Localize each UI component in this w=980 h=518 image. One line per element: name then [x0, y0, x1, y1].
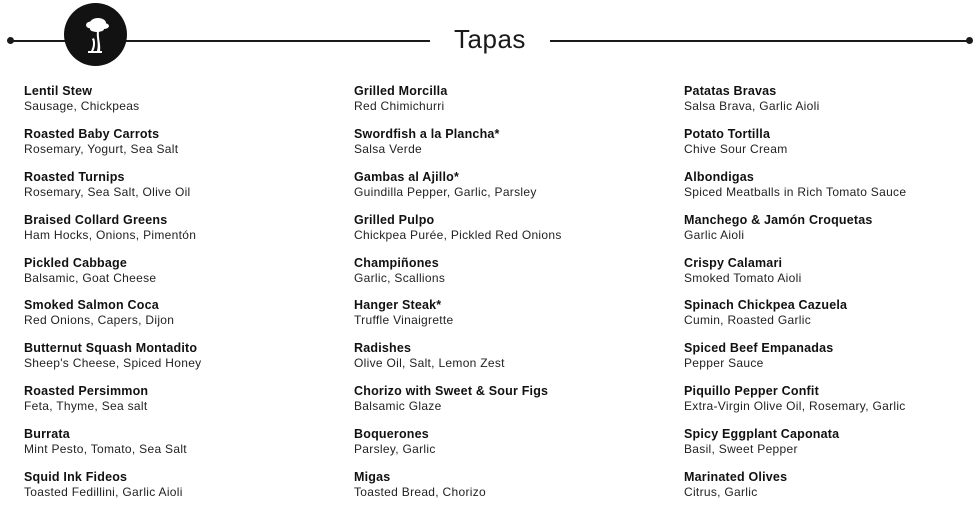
menu-header: [0, 0, 980, 80]
item-name: Patatas Bravas: [684, 84, 777, 98]
item-description: Truffle Vinaigrette: [354, 313, 454, 328]
menu-item: [24, 341, 324, 384]
item-description: Pepper Sauce: [684, 356, 764, 371]
item-name: Roasted Baby Carrots: [24, 126, 160, 141]
item-name: Roasted Persimmon: [24, 384, 149, 399]
menu-item: [684, 298, 980, 341]
menu-item: [354, 256, 654, 299]
item-name: Migas: [354, 470, 391, 485]
item-name: Spinach Chickpea Cazuela: [684, 298, 848, 313]
item-name: Boquerones: [354, 427, 429, 442]
item-description: Salsa Brava, Garlic Aioli: [684, 99, 820, 113]
menu-item: [354, 384, 654, 427]
tree-logo-icon: [64, 3, 127, 66]
menu-item: [684, 341, 980, 384]
menu-item: [684, 384, 980, 427]
menu-column-3: [684, 84, 980, 513]
header-rule-right: [550, 40, 970, 42]
item-name: Crispy Calamari: [684, 255, 783, 270]
item-description: Feta, Thyme, Sea salt: [24, 399, 148, 414]
menu-item: [354, 470, 654, 513]
item-name: Piquillo Pepper Confit: [684, 384, 819, 399]
item-description: Balsamic Glaze: [354, 399, 442, 414]
item-name: Hanger Steak*: [354, 298, 442, 313]
menu-item: [24, 84, 324, 127]
item-description: Smoked Tomato Aioli: [684, 270, 802, 285]
menu-item: [354, 341, 654, 384]
menu-item: [684, 427, 980, 470]
item-description: Rosemary, Sea Salt, Olive Oil: [24, 184, 191, 199]
item-description: Garlic, Scallions: [354, 270, 446, 285]
item-name: Butternut Squash Montadito: [24, 341, 198, 356]
menu-column-1: [24, 84, 324, 513]
item-name: Grilled Pulpo: [354, 212, 435, 227]
menu-item: [24, 170, 324, 213]
item-description: Chive Sour Cream: [684, 141, 788, 156]
item-description: Toasted Fedillini, Garlic Aioli: [24, 485, 183, 500]
menu-item: [354, 298, 654, 341]
item-description: Mint Pesto, Tomato, Sea Salt: [24, 442, 187, 457]
menu-item: [354, 170, 654, 213]
menu-item: [24, 298, 324, 341]
item-description: Toasted Bread, Chorizo: [354, 485, 487, 500]
menu-item: [354, 127, 654, 170]
item-description: Rosemary, Yogurt, Sea Salt: [24, 141, 179, 156]
menu-item: [24, 256, 324, 299]
item-name: Albondigas: [684, 169, 755, 184]
item-name: Marinated Olives: [684, 470, 788, 485]
item-description: Sausage, Chickpeas: [24, 99, 140, 113]
menu-item: [24, 127, 324, 170]
menu-item: [684, 84, 980, 127]
menu-item: [684, 256, 980, 299]
item-name: Braised Collard Greens: [24, 212, 168, 227]
rule-end-dot: [966, 37, 973, 44]
item-description: Ham Hocks, Onions, Pimentón: [24, 227, 197, 242]
item-name: Pickled Cabbage: [24, 255, 128, 270]
item-description: Balsamic, Goat Cheese: [24, 270, 157, 285]
item-name: Chorizo with Sweet & Sour Figs: [354, 384, 549, 399]
item-description: Extra-Virgin Olive Oil, Rosemary, Garlic: [684, 399, 906, 414]
menu-item: [24, 384, 324, 427]
item-description: Salsa Verde: [354, 141, 423, 156]
item-description: Garlic Aioli: [684, 227, 745, 242]
menu-item: [354, 427, 654, 470]
item-description: Cumin, Roasted Garlic: [684, 313, 812, 328]
item-description: Basil, Sweet Pepper: [684, 442, 798, 457]
item-name: Squid Ink Fideos: [24, 470, 128, 485]
menu-item: [354, 84, 654, 127]
item-name: Spiced Beef Empanadas: [684, 341, 834, 356]
item-description: Sheep's Cheese, Spiced Honey: [24, 356, 202, 371]
menu-item: [24, 470, 324, 513]
item-description: Chickpea Purée, Pickled Red Onions: [354, 227, 562, 242]
menu-item: [684, 127, 980, 170]
menu-item: [684, 170, 980, 213]
item-description: Guindilla Pepper, Garlic, Parsley: [354, 184, 537, 199]
item-description: Parsley, Garlic: [354, 442, 436, 457]
menu-item: [24, 213, 324, 256]
item-name: Gambas al Ajillo*: [354, 169, 460, 184]
item-description: Citrus, Garlic: [684, 485, 758, 500]
menu-item: [684, 213, 980, 256]
item-description: Olive Oil, Salt, Lemon Zest: [354, 356, 505, 371]
item-name: Burrata: [24, 427, 70, 442]
item-name: Smoked Salmon Coca: [24, 298, 159, 313]
item-description: Red Chimichurri: [354, 99, 445, 113]
item-name: Champiñones: [354, 255, 439, 270]
item-name: Grilled Morcilla: [354, 84, 448, 98]
page-title: Tapas: [454, 24, 526, 54]
item-name: Radishes: [354, 341, 412, 356]
item-name: Roasted Turnips: [24, 169, 125, 184]
item-name: Swordfish a la Plancha*: [354, 126, 500, 141]
item-name: Potato Tortilla: [684, 126, 771, 141]
item-description: Spiced Meatballs in Rich Tomato Sauce: [684, 184, 907, 199]
item-name: Lentil Stew: [24, 84, 93, 98]
item-name: Manchego & Jamón Croquetas: [684, 212, 873, 227]
menu-item: [684, 470, 980, 513]
menu-item: [354, 213, 654, 256]
menu-item: [24, 427, 324, 470]
menu-column-2: [354, 84, 654, 513]
item-description: Red Onions, Capers, Dijon: [24, 313, 175, 328]
item-name: Spicy Eggplant Caponata: [684, 427, 840, 442]
